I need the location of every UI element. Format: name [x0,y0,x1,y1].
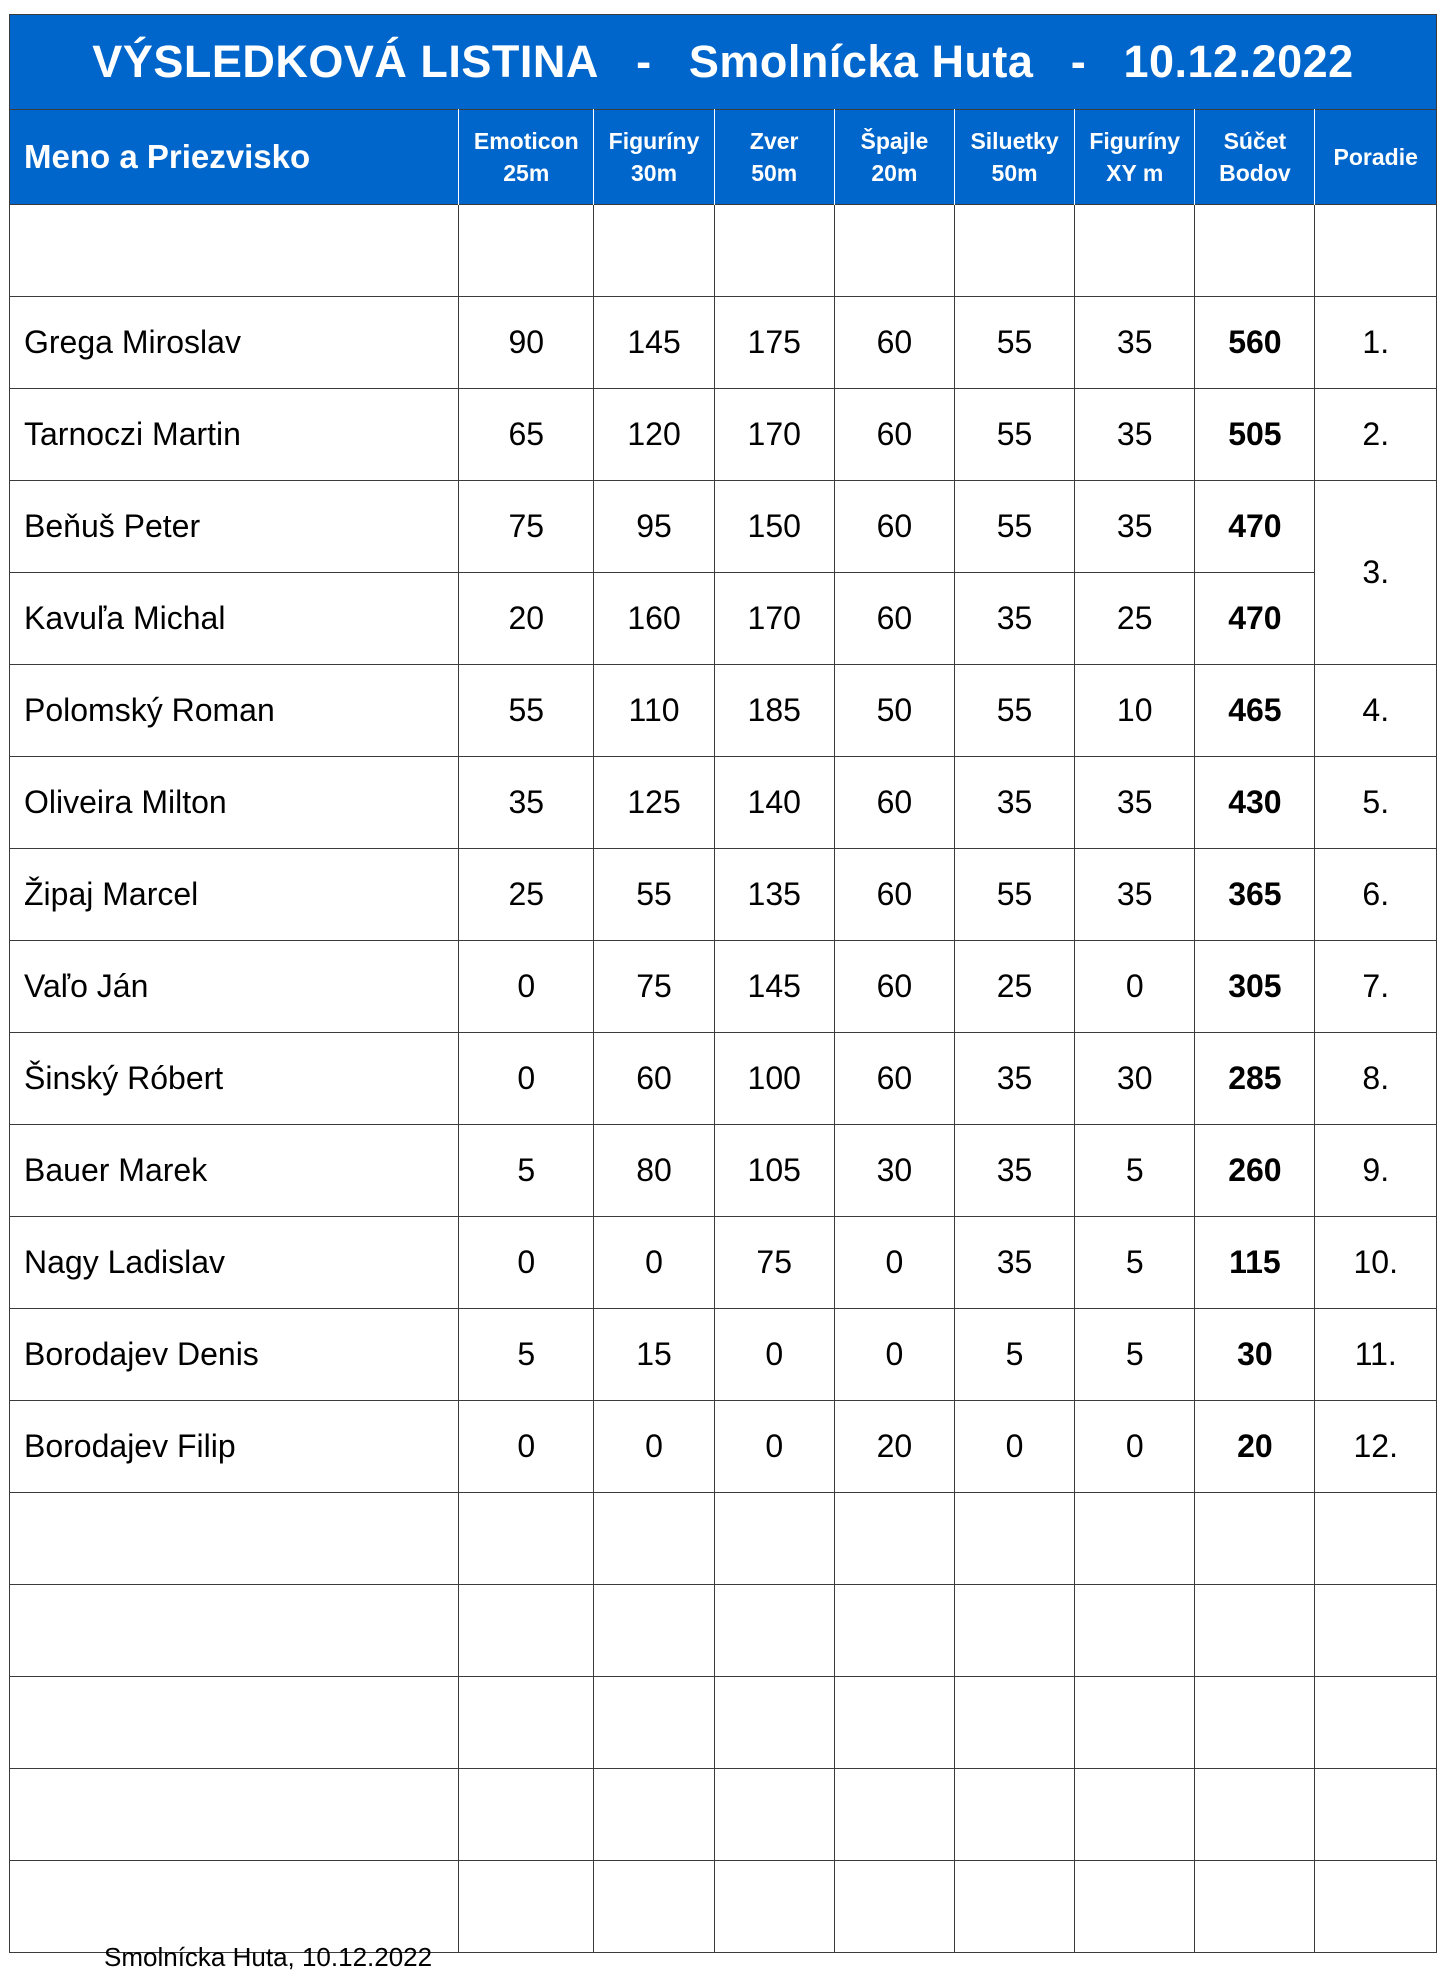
score-cell: 170 [714,573,834,665]
score-cell: 55 [954,389,1074,481]
column-header-line: 50m [991,160,1038,186]
empty-row [10,1769,1437,1861]
total-points: 20 [1195,1401,1315,1493]
empty-cell [834,1677,954,1769]
score-cell: 35 [1075,389,1195,481]
empty-cell [594,1677,714,1769]
score-cell: 80 [594,1125,714,1217]
empty-cell [594,1861,714,1953]
score-cell: 15 [594,1309,714,1401]
rank-cell: 8. [1315,1033,1437,1125]
title-bar [9,14,1437,109]
table-row [10,1401,1437,1493]
column-header-emoticon [459,110,594,205]
empty-cell [1195,1769,1315,1861]
score-cell: 145 [594,297,714,389]
column-header-line: XY m [1106,160,1164,186]
empty-cell [1315,1769,1437,1861]
score-cell: 90 [459,297,594,389]
empty-cell [834,1861,954,1953]
rank-cell: 7. [1315,941,1437,1033]
empty-cell [714,1677,834,1769]
score-cell: 25 [954,941,1074,1033]
empty-cell [834,1493,954,1585]
empty-cell [594,1493,714,1585]
empty-cell [1195,1585,1315,1677]
score-cell: 55 [954,665,1074,757]
score-cell: 60 [834,481,954,573]
total-points: 285 [1195,1033,1315,1125]
empty-cell [459,1585,594,1677]
empty-cell [10,1585,459,1677]
score-cell: 160 [594,573,714,665]
empty-cell [954,1493,1074,1585]
column-header-line: Bodov [1219,160,1291,186]
competitor-name: Vaľo Ján [10,941,459,1033]
rank-cell: 4. [1315,665,1437,757]
empty-cell [1195,1677,1315,1769]
score-cell: 105 [714,1125,834,1217]
score-cell: 35 [1075,481,1195,573]
empty-cell [459,1769,594,1861]
table-row [10,1125,1437,1217]
score-cell: 135 [714,849,834,941]
score-cell: 0 [459,941,594,1033]
empty-cell [714,1861,834,1953]
score-cell: 10 [1075,665,1195,757]
column-header-line: 50m [751,160,798,186]
score-cell: 100 [714,1033,834,1125]
column-header-spajle [834,110,954,205]
title-separator-2: - [1070,36,1087,87]
empty-cell [459,1677,594,1769]
score-cell: 0 [459,1033,594,1125]
header-spacer-row [10,205,1437,297]
total-points: 305 [1195,941,1315,1033]
column-header-poradie: Poradie [1315,110,1437,205]
competitor-name: Borodajev Denis [10,1309,459,1401]
score-cell: 5 [459,1125,594,1217]
spacer-cell [1195,205,1315,297]
competitor-name: Beňuš Peter [10,481,459,573]
competitor-name: Bauer Marek [10,1125,459,1217]
empty-cell [10,1493,459,1585]
rank-cell: 2. [1315,389,1437,481]
score-cell: 150 [714,481,834,573]
score-cell: 0 [459,1217,594,1309]
score-cell: 5 [1075,1125,1195,1217]
results-sheet [9,14,1437,1953]
total-points: 470 [1195,573,1315,665]
spacer-cell [1075,205,1195,297]
table-row [10,941,1437,1033]
score-cell: 35 [459,757,594,849]
empty-cell [594,1769,714,1861]
score-cell: 35 [1075,757,1195,849]
rank-cell: 5. [1315,757,1437,849]
score-cell: 55 [954,297,1074,389]
spacer-cell [1315,205,1437,297]
score-cell: 25 [459,849,594,941]
empty-row [10,1861,1437,1953]
empty-cell [1315,1493,1437,1585]
title-separator-1: - [636,36,652,87]
score-cell: 0 [459,1401,594,1493]
empty-cell [714,1769,834,1861]
competitor-name: Oliveira Milton [10,757,459,849]
score-cell: 5 [954,1309,1074,1401]
empty-cell [10,1769,459,1861]
spacer-cell [10,205,459,297]
rank-cell: 12. [1315,1401,1437,1493]
score-cell: 5 [1075,1309,1195,1401]
column-header-line: 20m [871,160,918,186]
score-cell: 35 [1075,849,1195,941]
score-cell: 0 [954,1401,1074,1493]
score-cell: 35 [954,1033,1074,1125]
rank-cell: 9. [1315,1125,1437,1217]
table-row [10,757,1437,849]
competitor-name: Polomský Roman [10,665,459,757]
column-header-name: Meno a Priezvisko [10,110,459,205]
column-header-line: Figuríny [608,128,700,154]
column-header-line: Špajle [860,128,929,154]
empty-cell [1195,1493,1315,1585]
table-row [10,1309,1437,1401]
score-cell: 55 [954,849,1074,941]
empty-row [10,1585,1437,1677]
total-points: 505 [1195,389,1315,481]
empty-cell [954,1677,1074,1769]
score-cell: 65 [459,389,594,481]
total-points: 560 [1195,297,1315,389]
empty-cell [954,1769,1074,1861]
score-cell: 0 [714,1309,834,1401]
score-cell: 35 [954,573,1074,665]
empty-cell [459,1493,594,1585]
score-cell: 60 [834,757,954,849]
score-cell: 0 [594,1217,714,1309]
competitor-name: Borodajev Filip [10,1401,459,1493]
empty-cell [10,1861,459,1953]
column-header-zver [714,110,834,205]
score-cell: 75 [714,1217,834,1309]
empty-cell [459,1861,594,1953]
score-cell: 0 [714,1401,834,1493]
score-cell: 55 [594,849,714,941]
rank-cell: 10. [1315,1217,1437,1309]
competitor-name: Grega Miroslav [10,297,459,389]
score-cell: 0 [594,1401,714,1493]
empty-row [10,1493,1437,1585]
empty-cell [714,1493,834,1585]
score-cell: 25 [1075,573,1195,665]
score-cell: 60 [834,297,954,389]
column-header-line: Súčet [1223,128,1287,154]
table-row [10,481,1437,573]
score-cell: 60 [834,1033,954,1125]
spacer-cell [459,205,594,297]
score-cell: 0 [1075,941,1195,1033]
score-cell: 60 [834,389,954,481]
competitor-name: Žipaj Marcel [10,849,459,941]
rank-cell: 3. [1315,481,1437,665]
column-header-line: Siluetky [970,128,1059,154]
empty-cell [1075,1677,1195,1769]
empty-cell [1315,1677,1437,1769]
column-header-line: Emoticon [473,128,579,154]
total-points: 260 [1195,1125,1315,1217]
score-cell: 60 [594,1033,714,1125]
results-body [10,205,1437,1953]
title-label: VÝSLEDKOVÁ LISTINA [92,36,599,87]
total-points: 30 [1195,1309,1315,1401]
spacer-cell [714,205,834,297]
score-cell: 30 [1075,1033,1195,1125]
score-cell: 125 [594,757,714,849]
empty-row [10,1677,1437,1769]
empty-cell [834,1769,954,1861]
score-cell: 35 [954,1217,1074,1309]
score-cell: 75 [594,941,714,1033]
table-row [10,389,1437,481]
empty-cell [1075,1769,1195,1861]
table-row [10,297,1437,389]
empty-cell [954,1585,1074,1677]
table-row [10,665,1437,757]
title-date: 10.12.2022 [1123,36,1354,87]
spacer-cell [954,205,1074,297]
column-header-line: Figuríny [1089,128,1181,154]
results-table [9,109,1437,1953]
score-cell: 35 [954,1125,1074,1217]
total-points: 430 [1195,757,1315,849]
empty-cell [10,1677,459,1769]
empty-cell [954,1861,1074,1953]
column-header-line: 30m [631,160,678,186]
score-cell: 5 [459,1309,594,1401]
footer-place-date: Smolnícka Huta, 10.12.2022 [104,1942,433,1972]
score-cell: 35 [1075,297,1195,389]
spacer-cell [594,205,714,297]
column-header-figuriny-30m [594,110,714,205]
empty-cell [1075,1493,1195,1585]
score-cell: 30 [834,1125,954,1217]
table-row [10,1033,1437,1125]
score-cell: 175 [714,297,834,389]
empty-cell [714,1585,834,1677]
score-cell: 0 [834,1217,954,1309]
score-cell: 20 [459,573,594,665]
competitor-name: Tarnoczi Martin [10,389,459,481]
spacer-cell [834,205,954,297]
rank-cell: 11. [1315,1309,1437,1401]
table-row [10,573,1437,665]
empty-cell [1315,1585,1437,1677]
score-cell: 140 [714,757,834,849]
score-cell: 60 [834,849,954,941]
header-row [10,110,1437,205]
column-header-siluetky [954,110,1074,205]
score-cell: 50 [834,665,954,757]
empty-cell [594,1585,714,1677]
rank-cell: 6. [1315,849,1437,941]
column-header-line: Zver [749,128,799,154]
empty-cell [1075,1585,1195,1677]
column-header-sucet [1195,110,1315,205]
total-points: 365 [1195,849,1315,941]
total-points: 470 [1195,481,1315,573]
competitor-name: Kavuľa Michal [10,573,459,665]
empty-cell [834,1585,954,1677]
rank-cell: 1. [1315,297,1437,389]
score-cell: 75 [459,481,594,573]
score-cell: 35 [954,757,1074,849]
column-header-line: 25m [503,160,550,186]
table-row [10,1217,1437,1309]
score-cell: 0 [1075,1401,1195,1493]
competitor-name: Nagy Ladislav [10,1217,459,1309]
score-cell: 60 [834,573,954,665]
score-cell: 185 [714,665,834,757]
empty-cell [1195,1861,1315,1953]
empty-cell [1075,1861,1195,1953]
score-cell: 0 [834,1309,954,1401]
score-cell: 5 [1075,1217,1195,1309]
score-cell: 20 [834,1401,954,1493]
total-points: 115 [1195,1217,1315,1309]
score-cell: 170 [714,389,834,481]
score-cell: 95 [594,481,714,573]
score-cell: 55 [459,665,594,757]
score-cell: 60 [834,941,954,1033]
score-cell: 110 [594,665,714,757]
total-points: 465 [1195,665,1315,757]
table-row [10,849,1437,941]
score-cell: 145 [714,941,834,1033]
competitor-name: Šinský Róbert [10,1033,459,1125]
title-location: Smolnícka Huta [688,36,1034,87]
empty-cell [1315,1861,1437,1953]
column-header-figuriny-xy [1075,110,1195,205]
score-cell: 55 [954,481,1074,573]
score-cell: 120 [594,389,714,481]
